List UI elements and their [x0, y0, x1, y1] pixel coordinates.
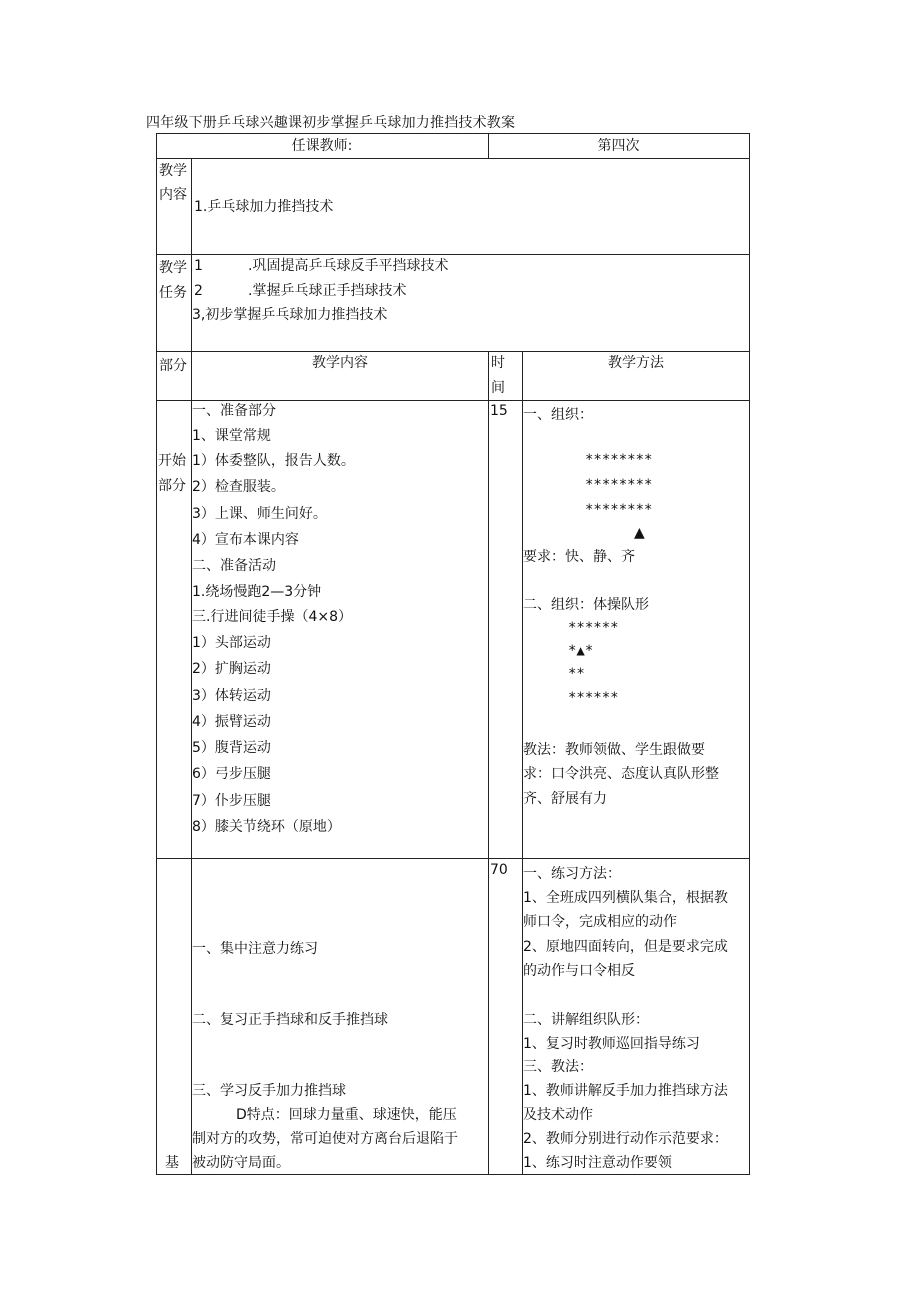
basic-time: 70	[490, 862, 508, 878]
features-text: 被动防守局面。	[192, 1155, 290, 1171]
basic-part-label: 基	[165, 1155, 179, 1171]
method-line: 1、全班成四列横队集合，根据教	[523, 890, 728, 906]
tasks-row-label: 教学	[159, 260, 187, 276]
practice-item: 二、复习正手挡球和反手推挡球	[192, 1012, 388, 1028]
method-line: 三、教法：	[523, 1059, 593, 1075]
formation-row: ******	[568, 690, 619, 706]
list-item: 3）体转运动	[192, 688, 271, 704]
list-item: 4）宣布本课内容	[192, 532, 299, 548]
organization-heading: 一、组织：	[523, 407, 593, 423]
content-row-label: 教学	[159, 163, 187, 179]
method-line: 二、讲解组织队形：	[523, 1012, 649, 1028]
column-header-content: 教学内容	[312, 355, 368, 371]
teaching-method-text: 教法：教师领做、学生跟做要	[523, 742, 705, 758]
column-header-part: 部分	[159, 358, 187, 374]
start-part-label: 部分	[158, 478, 186, 494]
column-header-time: 时	[491, 355, 505, 371]
method-line: 师口令，完成相应的动作	[523, 914, 677, 930]
list-item: 三.行进间徒手操（4×8）	[192, 609, 352, 625]
session-label: 第四次	[597, 138, 640, 154]
teacher-label: 任课教师:	[291, 138, 353, 154]
list-item: 2）扩胸运动	[192, 661, 271, 677]
task-number: 1	[194, 258, 203, 274]
practice-item: 三、学习反手加力推挡球	[192, 1083, 346, 1099]
formation-row: ********	[585, 502, 653, 518]
list-item: 4）振臂运动	[192, 714, 271, 730]
column-header-method: 教学方法	[608, 355, 664, 371]
task-item: .巩固提高乒乓球反手平挡球技术	[248, 258, 449, 274]
teacher-position-mark: ▲	[634, 525, 645, 541]
method-line: 的动作与口令相反	[523, 963, 635, 979]
list-item: 8）膝关节绕环（原地）	[192, 819, 341, 835]
start-part-label: 开始	[158, 453, 186, 469]
organization-heading: 二、组织：体操队形	[523, 597, 649, 613]
list-item: 1、课堂常规	[192, 428, 271, 444]
list-item: 5）腹背运动	[192, 740, 271, 756]
method-line: 一、练习方法：	[523, 866, 621, 882]
task-number: 2	[194, 283, 203, 299]
task-item: .掌握乒乓球正手挡球技术	[248, 283, 407, 299]
method-line: 1、教师讲解反手加力推挡球方法	[523, 1083, 728, 1099]
teaching-method-text: 齐、舒展有力	[523, 791, 607, 807]
table-border-right	[749, 133, 750, 1175]
formation-row: ********	[585, 452, 653, 468]
formation-row: **	[568, 666, 585, 682]
formation-row: *▲*	[568, 643, 594, 659]
method-line: 1、复习时教师巡回指导练习	[523, 1036, 700, 1052]
teaching-method-text: 求：口令洪亮、态度认真队形整	[523, 766, 719, 782]
list-item: 7）仆步压腿	[192, 793, 271, 809]
requirement-text: 要求：快、静、齐	[523, 549, 635, 565]
column-header-time: 间	[491, 380, 505, 396]
method-line: 2、教师分别进行动作示范要求：	[523, 1131, 728, 1147]
features-text: 制对方的攻势，常可迫使对方离台后退陷于	[192, 1131, 458, 1147]
practice-item: 一、集中注意力练习	[192, 941, 318, 957]
tasks-row-label: 任务	[159, 285, 187, 301]
table-border-left	[156, 133, 157, 1175]
row-divider-content	[156, 254, 750, 255]
document-title: 四年级下册乒乓球兴趣课初步掌握乒乓球加力推挡技术教案	[146, 115, 516, 131]
list-item: 6）弓步压腿	[192, 766, 271, 782]
method-line: 及技术动作	[523, 1107, 593, 1123]
list-item: 二、准备活动	[192, 558, 276, 574]
content-text: 1.乒乓球加力推挡技术	[194, 199, 334, 215]
features-text: D特点：回球力量重、球速快，能压	[236, 1107, 457, 1123]
method-line: 2、原地四面转向，但是要求完成	[523, 939, 728, 955]
list-item: 一、准备部分	[192, 403, 276, 419]
list-item: 1.绕场慢跑2—3分钟	[192, 584, 322, 600]
row-divider-start	[156, 858, 750, 859]
list-item: 2）检查服装。	[192, 479, 285, 495]
task-item: 3,初步掌握乒乓球加力推挡技术	[192, 307, 388, 323]
list-item: 3）上课、师生问好。	[192, 506, 327, 522]
content-row-label: 内容	[159, 187, 187, 203]
method-line: 1、练习时注意动作要领	[523, 1155, 672, 1171]
formation-row: ******	[568, 620, 619, 636]
row-divider-header	[156, 158, 750, 159]
start-time: 15	[490, 403, 508, 419]
formation-row: ********	[585, 477, 653, 493]
list-item: 1）体委整队，报告人数。	[192, 453, 355, 469]
list-item: 1）头部运动	[192, 635, 271, 651]
time-col-left	[488, 351, 489, 1175]
